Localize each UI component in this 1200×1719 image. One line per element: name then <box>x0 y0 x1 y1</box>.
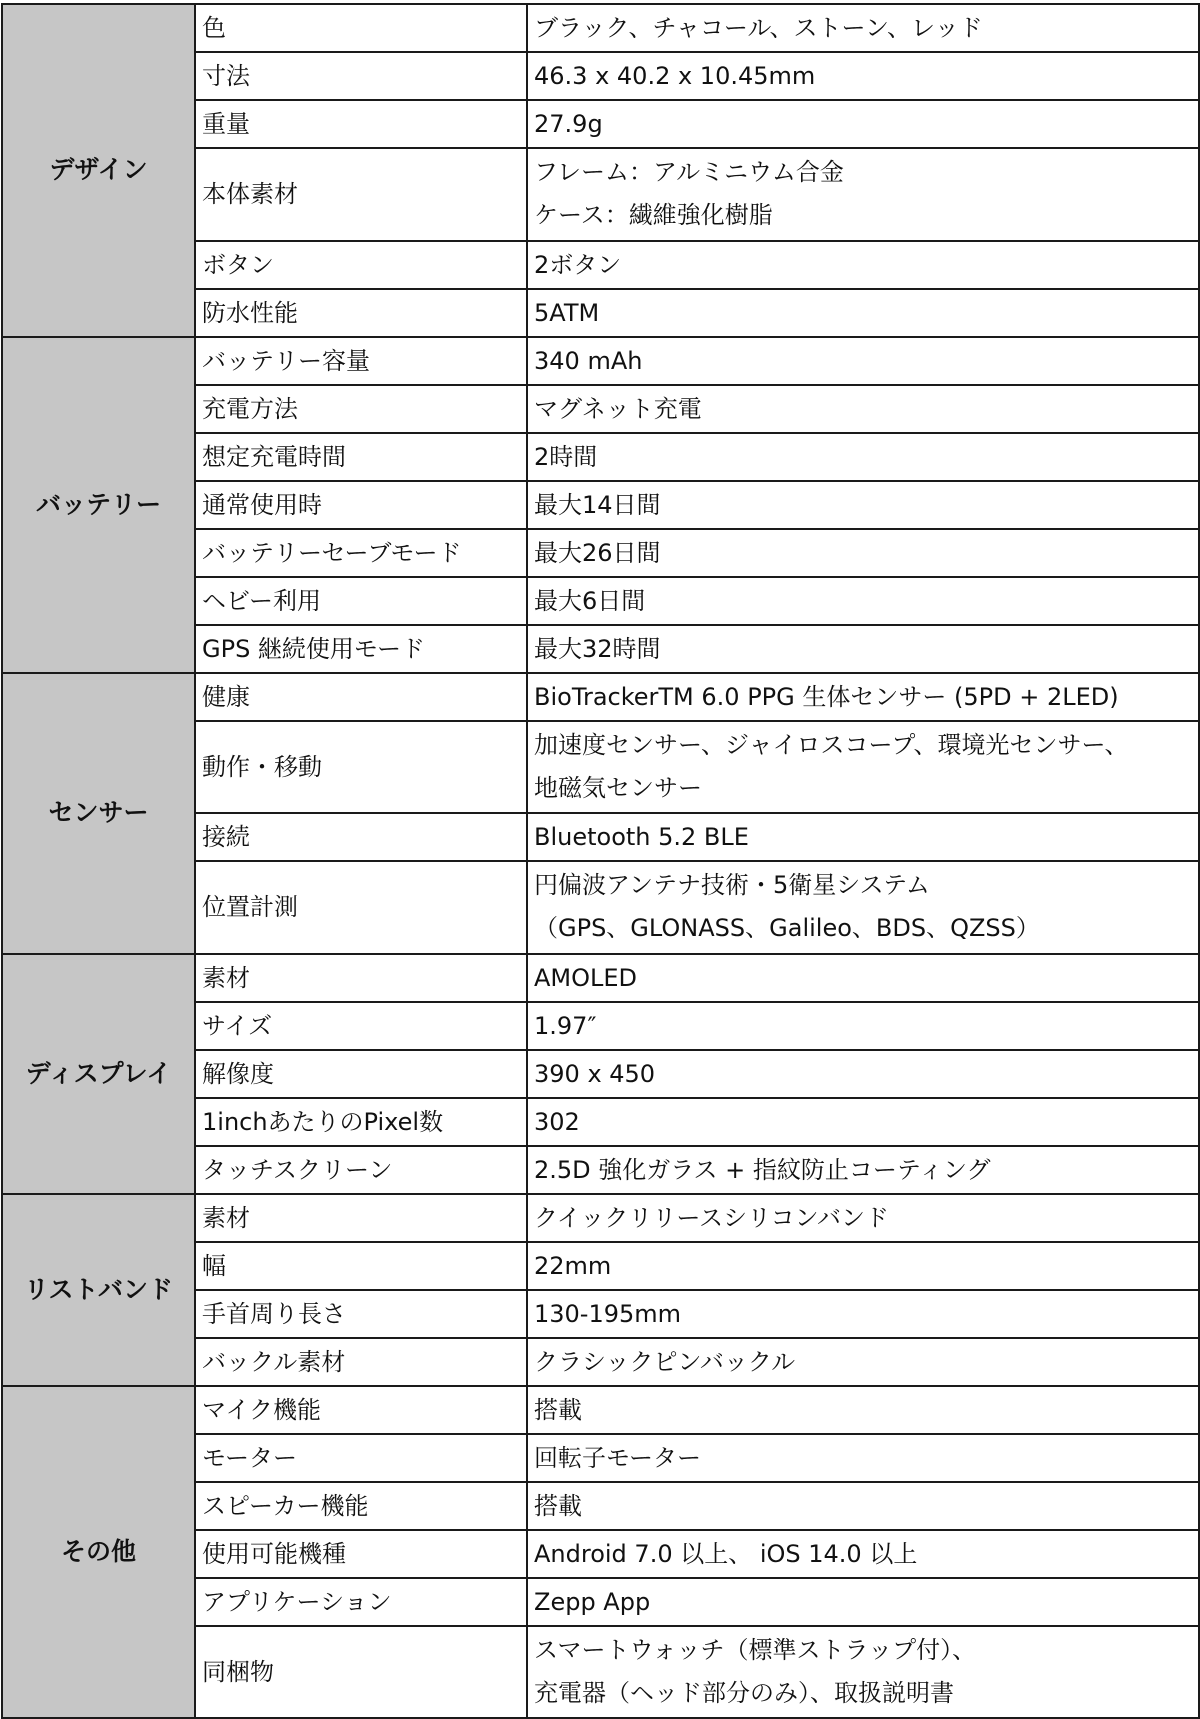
spec-value-line: 最大14日間 <box>534 490 661 519</box>
spec-value-line: マグネット充電 <box>534 394 702 423</box>
spec-value-cell <box>527 385 1199 433</box>
spec-label-cell: サイズ <box>195 1002 527 1050</box>
spec-label-cell: 重量 <box>195 100 527 148</box>
spec-value-line: 390 x 450 <box>534 1059 656 1088</box>
spec-value-cell <box>527 813 1199 861</box>
group-header-cell: バッテリー <box>2 337 195 673</box>
spec-value-line: 1.97″ <box>534 1011 597 1040</box>
spec-value-line: 5ATM <box>534 298 600 327</box>
spec-value-line: ブラック、チャコール、ストーン、レッド <box>534 14 983 42</box>
spec-label-cell: バッテリーセーブモード <box>195 529 527 577</box>
spec-value-line: 130-195mm <box>534 1299 682 1328</box>
spec-label-cell: 寸法 <box>195 52 527 100</box>
spec-value-cell <box>527 481 1199 529</box>
spec-label-cell: マイク機能 <box>195 1386 527 1434</box>
spec-table <box>1 3 1200 1719</box>
spec-value-line: Android 7.0 以上、 iOS 14.0 以上 <box>534 1539 918 1568</box>
spec-value-cell <box>527 1290 1199 1338</box>
spec-value-line: 2.5D 強化ガラス + 指紋防止コーティング <box>534 1155 991 1184</box>
spec-label-cell: 本体素材 <box>195 148 527 241</box>
spec-value-cell <box>527 148 1199 241</box>
spec-value-line: 2時間 <box>534 442 598 471</box>
spec-value-line: AMOLED <box>534 963 638 992</box>
spec-label-cell: 色 <box>195 4 527 52</box>
table-row <box>2 1194 1199 1242</box>
spec-value-cell <box>527 337 1199 385</box>
spec-table-body <box>2 4 1199 1718</box>
spec-value-cell <box>527 625 1199 673</box>
spec-value-line: フレーム：アルミニウム合金 <box>534 158 844 187</box>
spec-value-cell <box>527 954 1199 1002</box>
group-header-cell: リストバンド <box>2 1194 195 1386</box>
group-header-cell: ディスプレイ <box>2 954 195 1194</box>
spec-value-cell <box>527 861 1199 954</box>
spec-value-cell <box>527 721 1199 814</box>
spec-label-cell: 動作・移動 <box>195 721 527 814</box>
spec-label-cell: 通常使用時 <box>195 481 527 529</box>
spec-value-line: クラシックピンバックル <box>534 1347 796 1376</box>
spec-value-cell <box>527 1002 1199 1050</box>
spec-value-cell <box>527 100 1199 148</box>
spec-label-cell: 接続 <box>195 813 527 861</box>
spec-value-line: 最大32時間 <box>534 634 661 663</box>
spec-value-cell <box>527 1338 1199 1386</box>
spec-label-cell: 充電方法 <box>195 385 527 433</box>
spec-value-line: 302 <box>534 1107 580 1136</box>
spec-label-cell: モーター <box>195 1434 527 1482</box>
spec-label-cell: 同梱物 <box>195 1626 527 1719</box>
spec-value-line: ケース：繊維強化樹脂 <box>534 201 773 230</box>
table-row <box>2 954 1199 1002</box>
spec-value-line: 搭載 <box>534 1395 582 1424</box>
spec-value-cell <box>527 289 1199 337</box>
spec-label-cell: 位置計測 <box>195 861 527 954</box>
spec-value-line: 27.9g <box>534 110 603 138</box>
spec-value-line: 最大6日間 <box>534 586 646 615</box>
spec-label-cell: 手首周り長さ <box>195 1290 527 1338</box>
spec-value-line: 充電器（ヘッド部分のみ）、取扱説明書 <box>534 1679 954 1708</box>
spec-value-line: 22mm <box>534 1251 612 1280</box>
spec-label-cell: アプリケーション <box>195 1578 527 1626</box>
spec-label-cell: 素材 <box>195 954 527 1002</box>
spec-value-line: BioTrackerTM 6.0 PPG 生体センサー (5PD + 2LED) <box>534 682 1119 711</box>
table-row <box>2 673 1199 721</box>
spec-value-cell <box>527 1098 1199 1146</box>
spec-value-cell <box>527 1242 1199 1290</box>
spec-label-cell: 解像度 <box>195 1050 527 1098</box>
table-row <box>2 1386 1199 1434</box>
spec-label-cell: バックル素材 <box>195 1338 527 1386</box>
spec-value-line: 地磁気センサー <box>534 773 702 802</box>
spec-value-line: Bluetooth 5.2 BLE <box>534 823 749 852</box>
spec-label-cell: タッチスクリーン <box>195 1146 527 1194</box>
spec-value-cell <box>527 241 1199 289</box>
table-row <box>2 4 1199 52</box>
spec-value-cell <box>527 1482 1199 1530</box>
spec-value-line: 2ボタン <box>534 250 622 279</box>
spec-value-cell <box>527 673 1199 721</box>
spec-value-cell <box>527 1530 1199 1578</box>
spec-value-cell <box>527 52 1199 100</box>
spec-value-cell <box>527 1146 1199 1194</box>
spec-value-cell <box>527 1626 1199 1719</box>
spec-label-cell: スピーカー機能 <box>195 1482 527 1530</box>
spec-value-line: 46.3 x 40.2 x 10.45mm <box>534 62 816 90</box>
spec-value-line: 回転子モーター <box>534 1443 702 1472</box>
spec-label-cell: 素材 <box>195 1194 527 1242</box>
spec-label-cell: 防水性能 <box>195 289 527 337</box>
spec-value-line: 加速度センサー、ジャイロスコープ、環境光センサー、 <box>534 730 1129 759</box>
spec-value-cell <box>527 529 1199 577</box>
spec-value-line: 340 mAh <box>534 346 643 375</box>
spec-value-cell <box>527 577 1199 625</box>
spec-label-cell: バッテリー容量 <box>195 337 527 385</box>
spec-value-line: クイックリリースシリコンバンド <box>534 1203 889 1232</box>
spec-value-line: Zepp App <box>534 1587 651 1616</box>
spec-value-cell <box>527 1578 1199 1626</box>
spec-value-line: 円偏波アンテナ技術・5衛星システム <box>534 871 930 900</box>
group-header-cell: デザイン <box>2 4 195 337</box>
spec-label-cell: GPS 継続使用モード <box>195 625 527 673</box>
spec-label-cell: 使用可能機種 <box>195 1530 527 1578</box>
spec-value-line: 最大26日間 <box>534 538 661 567</box>
spec-value-line: スマートウォッチ（標準ストラップ付）、 <box>534 1636 977 1665</box>
table-row <box>2 337 1199 385</box>
spec-label-cell: 1inchあたりのPixel数 <box>195 1098 527 1146</box>
spec-value-cell <box>527 1194 1199 1242</box>
spec-value-cell <box>527 1434 1199 1482</box>
spec-value-cell <box>527 1050 1199 1098</box>
spec-value-cell <box>527 4 1199 52</box>
group-header-cell: センサー <box>2 673 195 954</box>
spec-value-cell <box>527 433 1199 481</box>
group-header-cell: その他 <box>2 1386 195 1719</box>
spec-label-cell: ヘビー利用 <box>195 577 527 625</box>
spec-value-line: （GPS、GLONASS、Galileo、BDS、QZSS） <box>534 914 1040 943</box>
spec-value-cell <box>527 1386 1199 1434</box>
spec-label-cell: 健康 <box>195 673 527 721</box>
spec-label-cell: ボタン <box>195 241 527 289</box>
spec-label-cell: 幅 <box>195 1242 527 1290</box>
spec-value-line: 搭載 <box>534 1491 582 1520</box>
spec-label-cell: 想定充電時間 <box>195 433 527 481</box>
